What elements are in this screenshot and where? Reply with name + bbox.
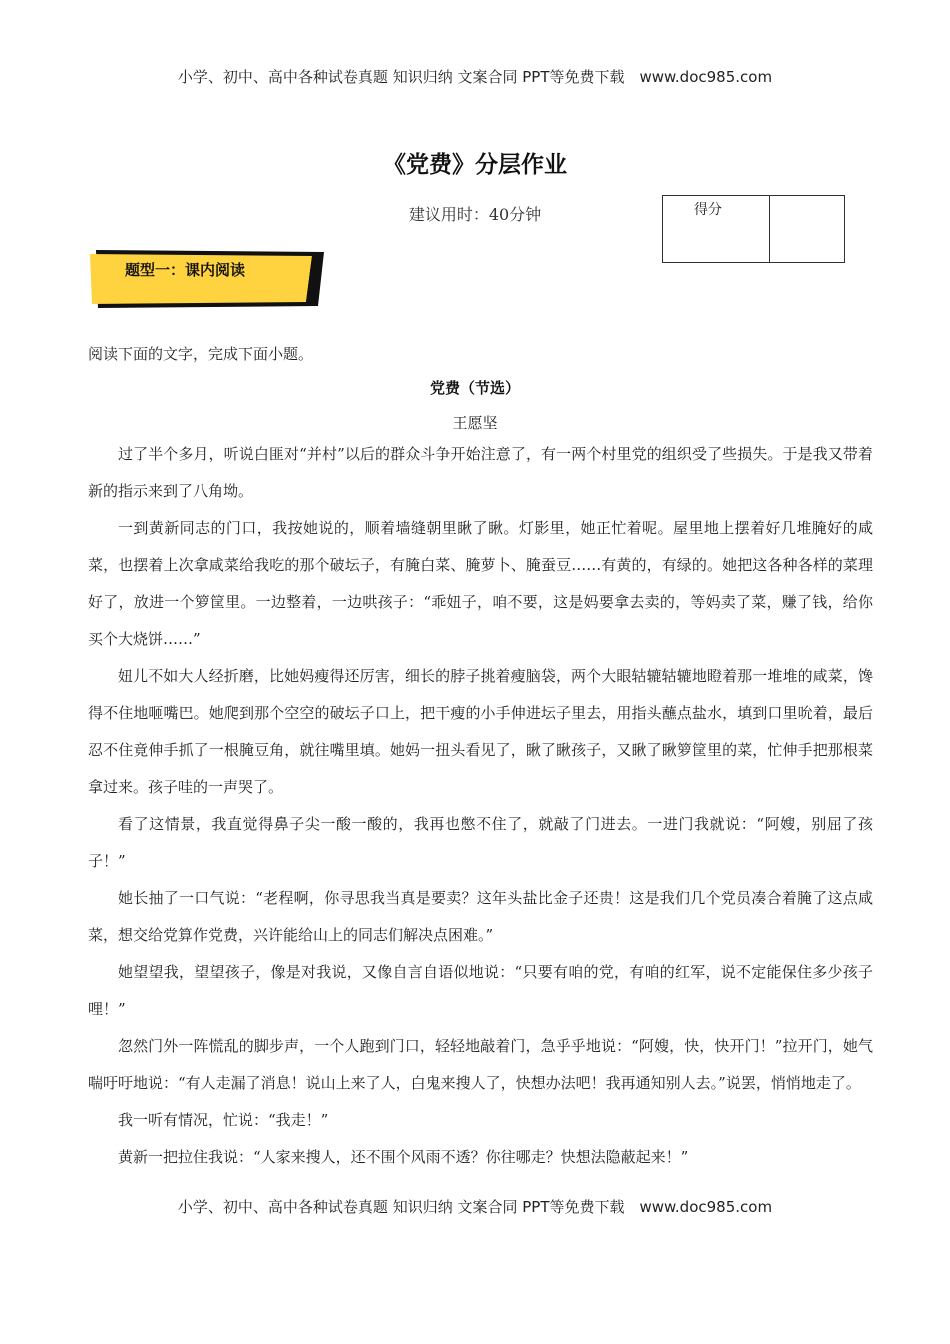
paragraph: 黄新一把拉住我说：“人家来搜人，还不围个风雨不透？你往哪走？快想法隐蔽起来！” xyxy=(118,1148,689,1166)
page-title: 《党费》分层作业 xyxy=(383,152,567,178)
header-banner: 小学、初中、高中各种试卷真题 知识归纳 文案合同 PPT等免费下载 www.doc985.com xyxy=(177,68,773,86)
passage-title: 党费（节选） xyxy=(429,379,520,397)
footer-banner: 小学、初中、高中各种试卷真题 知识归纳 文案合同 PPT等免费下载 www.doc985.com xyxy=(177,1198,773,1216)
paragraph: 看了这情景，我直觉得鼻子尖一酸一酸的，我再也憋不住了，就敲了门进去。一进门我就说：“阿嫂，别屈了孩子！” xyxy=(88,815,873,870)
suggested-time: 建议用时：40分钟 xyxy=(408,205,542,224)
score-box xyxy=(662,195,845,263)
paragraph: 她长抽了一口气说：“老程啊，你寻思我当真是要卖？这年头盐比金子还贵！这是我们几个党员凑合着腌了这点咸菜，想交给党算作党费，兴许能给山上的同志们解决点困难。” xyxy=(88,889,873,944)
section-header xyxy=(88,248,324,310)
score-label: 得分 xyxy=(694,202,722,218)
score-value-cell[interactable] xyxy=(769,196,845,262)
paragraph: 她望望我，望望孩子，像是对我说，又像自言自语似地说：“只要有咱的党，有咱的红军，说不定能保住多少孩子哩！” xyxy=(88,963,873,1018)
paragraph: 妞儿不如大人经折磨，比她妈瘦得还厉害，细长的脖子挑着瘦脑袋，两个大眼轱辘轱辘地瞪着那一堆堆的咸菜，馋得不住地咂嘴巴。她爬到那个空空的破坛子口上，把干瘦的小手伸进坛子里去，用指头蘸点盐水，填到口里吮着，最后忍不住竟伸手抓了一根腌豆角，就往嘴里填。她妈一扭头看见了，瞅了瞅孩子，又瞅了瞅箩筐里的菜，忙伸手把那根菜拿过来。孩子哇的一声哭了。 xyxy=(88,667,873,796)
passage-author: 王愿坚 xyxy=(452,414,498,432)
paragraph: 我一听有情况，忙说：“我走！” xyxy=(118,1111,329,1129)
paragraph: 忽然门外一阵慌乱的脚步声，一个人跑到门口，轻轻地敲着门，急乎乎地说：“阿嫂，快，快开门！”拉开门，她气喘吁吁地说：“有人走漏了消息！说山上来了人，白鬼来搜人了，快想办法吧！我再通知别人去。”说罢，悄悄地走了。 xyxy=(88,1037,873,1092)
paragraph: 过了半个多月，听说白匪对“并村”以后的群众斗争开始注意了，有一两个村里党的组织受了些损失。于是我又带着新的指示来到了八角坳。 xyxy=(88,445,873,500)
section-label: 题型一：课内阅读 xyxy=(125,261,246,279)
passage-body xyxy=(88,436,873,1176)
paragraph: 一到黄新同志的门口，我按她说的，顺着墙缝朝里瞅了瞅。灯影里，她正忙着呢。屋里地上摆着好几堆腌好的咸菜，也摆着上次拿咸菜给我吃的那个破坛子，有腌白菜、腌萝卜、腌蚕豆……有黄的，有绿的。她把这各种各样的菜理好了，放进一个箩筐里。一边整着，一边哄孩子：“乖妞子，咱不要，这是妈要拿去卖的，等妈卖了菜，赚了钱，给你买个大烧饼……” xyxy=(88,519,873,648)
instruction-text: 阅读下面的文字，完成下面小题。 xyxy=(88,345,314,363)
